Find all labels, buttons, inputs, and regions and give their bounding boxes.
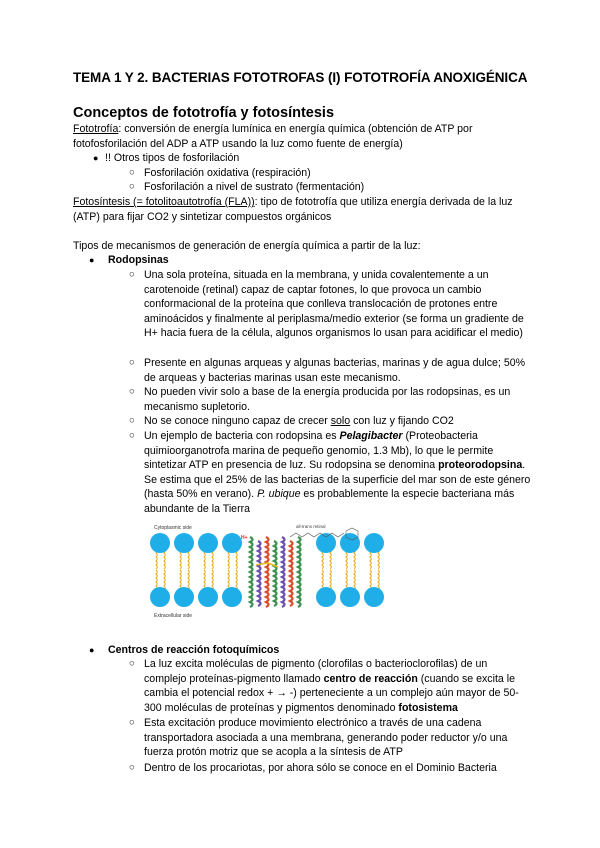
lipid-tail xyxy=(354,570,355,590)
centros-item-2: Esta excitación produce movimiento electrónico a través de una cadena transportadora asociada a una membrana, generando poder reductor y/o una fuerza protón motriz que se acopla a la síntesis de ATP xyxy=(144,717,508,759)
hplus-label: H+ xyxy=(241,535,248,541)
bullet-circle: ○ xyxy=(129,762,135,773)
fototrofia-term: Fototrofía xyxy=(73,123,119,135)
bullet-circle: ○ xyxy=(129,181,135,192)
rodopsinas-item-1: Una sola proteína, situada en la membrana, y unida covalentemente a un carotenoide (retinal) capaz de captar fotones, lo que provoca un cambio conformacional de la proteína que conlleva translocación de protones entre aminoácidos y finalmente al periplasma/medio exterior (se forma un gradiente de H+ hacia fuera de la célula, algunos organismos lo usan para acidificar el medio) xyxy=(144,269,524,340)
lipid-head xyxy=(340,533,360,553)
rhodopsin-protein xyxy=(250,537,301,607)
rodopsinas-heading: Rodopsinas xyxy=(108,254,169,266)
bullet-circle: ○ xyxy=(129,717,135,728)
protein-helix xyxy=(282,537,285,607)
lipid-tail xyxy=(164,570,165,590)
tipos-intro: Tipos de mecanismos de generación de energía química a partir de la luz: xyxy=(73,240,421,252)
bullet-circle: ○ xyxy=(129,386,135,397)
fotosintesis-definition: : tipo de fototrofía que utiliza energía derivada de la luz (ATP) para fijar CO2 y sintetizar compuestos orgánicos xyxy=(73,196,513,223)
lipid-tail xyxy=(188,570,189,590)
rodopsinas-item-3: No pueden vivir solo a base de la energía producida por las rodopsinas, es un mecanismo supletorio. xyxy=(144,386,511,413)
lipid-tail xyxy=(228,570,229,590)
bullet-circle: ○ xyxy=(129,167,135,178)
centros-item1-a: La luz excita moléculas de pigmento (clorofilas o bacterioclorofilas) de un complejo proteínas-pigmento llamado xyxy=(144,658,488,685)
centros-heading: Centros de reacción fotoquímicos xyxy=(108,644,280,656)
lipid-tail xyxy=(204,570,205,590)
otros-tipos-label: !! Otros tipos de fosforilación xyxy=(105,152,240,164)
retinal-chain xyxy=(290,533,344,537)
item4-text-underlined: solo xyxy=(330,415,351,427)
bullet-circle: ○ xyxy=(129,430,135,441)
lipid-head xyxy=(150,533,170,553)
lipid-tail xyxy=(180,570,181,590)
bullet-dot: ● xyxy=(93,153,99,163)
fotosintesis-term: Fotosíntesis (= fotolitoautotrofía (FLA)) xyxy=(73,196,255,208)
fotosintesis-paragraph xyxy=(73,195,533,224)
item4-text-a: No se conoce ninguno capaz de crecer xyxy=(144,415,331,427)
bullet-circle: ○ xyxy=(129,415,135,426)
lipid-head xyxy=(316,533,336,553)
rhodopsin-membrane-figure xyxy=(148,519,394,620)
lipid-head xyxy=(364,587,384,607)
centros-item1-bold: centro de reacción xyxy=(323,672,418,685)
centros-fotosistema: fotosistema xyxy=(398,701,458,714)
item5-text-a: Un ejemplo de bacteria con rodopsina es xyxy=(144,430,340,442)
lipid-head xyxy=(174,587,194,607)
otros-tipos-item: Fosforilación a nivel de sustrato (fermentación) xyxy=(144,181,365,193)
bullet-circle: ○ xyxy=(129,269,135,280)
protein-helix xyxy=(274,541,277,606)
cytoplasmic-side-label: Cytoplasmic side xyxy=(154,525,192,531)
protein-helix xyxy=(298,537,301,607)
bullet-circle: ○ xyxy=(129,357,135,368)
protein-helix xyxy=(266,537,269,607)
lipid-head xyxy=(174,533,194,553)
fototrofia-paragraph xyxy=(73,122,533,151)
protein-helix xyxy=(290,541,293,606)
lipid-tail xyxy=(156,570,157,590)
lipid-head xyxy=(150,587,170,607)
item5-genus: Pelagibacter xyxy=(339,430,403,442)
lipid-head xyxy=(198,533,218,553)
item5-text-b: (Proteobacteria quimioorganotrofa marina de pequeño genomio, 1.3 Mb), lo que le permite sintetizar ATP en presencia de luz. Su rodopsina se denomina xyxy=(144,430,494,472)
lipid-head xyxy=(222,533,242,553)
bullet-dot: ● xyxy=(89,645,95,655)
otros-tipos-item: Fosforilación oxidativa (respiración) xyxy=(144,167,311,179)
item5-species: P. ubique xyxy=(257,488,301,501)
centros-item-1 xyxy=(144,657,532,715)
bullet-circle: ○ xyxy=(129,658,135,669)
lipid-head xyxy=(198,587,218,607)
item5-text-c: . Se estima que el 25% de las bacterias de la superficie del mar son de este género (hasta 50% en verano). xyxy=(144,459,531,501)
lipid-tail xyxy=(346,570,347,590)
retinal-label: all-trans retinal xyxy=(296,524,326,529)
lipid-tail xyxy=(322,570,323,590)
section-heading: Conceptos de fototrofía y fotosíntesis xyxy=(73,105,335,121)
extracellular-side-label: Extracellular side xyxy=(154,613,193,619)
item4-text-b: con luz y fijando CO2 xyxy=(350,415,454,427)
rodopsinas-item-5 xyxy=(144,429,532,517)
item5-proteorodopsina: proteorodopsina xyxy=(438,459,523,472)
lipid-tail xyxy=(236,570,237,590)
lipid-head xyxy=(316,587,336,607)
lipid-head xyxy=(222,587,242,607)
item5-text-d: es probablemente la especie bacteriana más abundante de la Tierra xyxy=(144,488,515,515)
rodopsinas-item-2: Presente en algunas arqueas y algunas bacterias, marinas y de agua dulce; 50% de arqueas y bacterias marinas usan este mecanismo. xyxy=(144,357,526,384)
lipid-tail xyxy=(370,570,371,590)
lipid-tail xyxy=(378,570,379,590)
bullet-dot: ● xyxy=(89,255,95,265)
protein-helix xyxy=(258,541,261,606)
fototrofia-definition: : conversión de energía lumínica en energía química (obtención de ATP por fotofosforilación del ADP a ATP usando la luz como fuente de energía) xyxy=(73,123,473,150)
rodopsinas-item-4 xyxy=(144,414,532,429)
protein-helix xyxy=(250,537,253,607)
centros-item1-c: (cuando se excita le cambia el potencial redox + → -) perteneciente a un complejo aún mayor de 50-300 moléculas de proteínas y pigmentos denominado xyxy=(144,672,519,714)
centros-item-3: Dentro de los procariotas, por ahora sólo se conoce en el Dominio Bacteria xyxy=(144,762,497,774)
lipid-head xyxy=(340,587,360,607)
lipid-tail xyxy=(212,570,213,590)
page-title: TEMA 1 Y 2. BACTERIAS FOTOTROFAS (I) FOTOTROFÍA ANOXIGÉNICA xyxy=(73,70,528,85)
lipid-head xyxy=(364,533,384,553)
lipid-tail xyxy=(330,570,331,590)
